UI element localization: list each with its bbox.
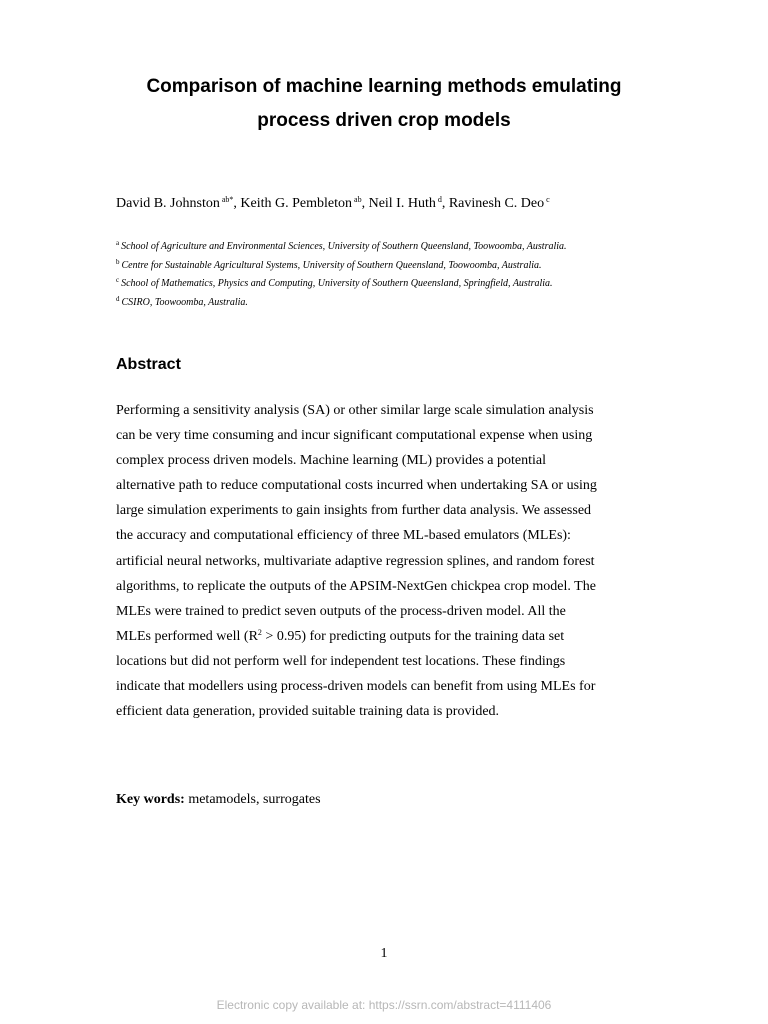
abstract-body — [116, 398, 656, 724]
author-affiliation-mark: d — [435, 195, 442, 204]
affiliation-text: School of Agriculture and Environmental Sciences, University of Southern Queensland, Toowoomba, Australia. — [121, 241, 567, 252]
affiliation — [116, 292, 676, 311]
page-number: 1 — [380, 946, 388, 961]
author-name: Keith G. Pembleton — [240, 196, 353, 211]
paper-title-line-1: Comparison of machine learning methods emulating — [146, 76, 622, 97]
abstract-line: indicate that modellers using process-driven models can benefit from using MLEs for — [116, 679, 596, 695]
affiliation — [116, 273, 676, 292]
author-separator: , — [441, 196, 449, 211]
author-affiliation-mark: ab* — [219, 195, 234, 204]
abstract-line: large simulation experiments to gain insights from further data analysis. We assessed — [116, 503, 592, 519]
abstract-line: the accuracy and computational efficiency of three ML-based emulators (MLEs): — [116, 528, 571, 544]
abstract-line: algorithms, to replicate the outputs of the APSIM-NextGen chickpea crop model. The — [116, 578, 596, 594]
affiliation-text: CSIRO, Toowoomba, Australia. — [121, 296, 248, 308]
abstract-line: artificial neural networks, multivariate adaptive regression splines, and random forest — [116, 553, 595, 569]
author-list — [116, 195, 550, 212]
ssrn-footer: Electronic copy available at: https://ssrn.com/abstract=4111406 — [216, 998, 552, 1012]
affiliation-text: School of Mathematics, Physics and Computing, University of Southern Queensland, Springfield, Australia. — [121, 278, 553, 289]
abstract-line: MLEs performed well $(R^2 > 0.95)$ for predicting outputs for the training data set — [116, 627, 565, 644]
paper-title-line-2: process driven crop models — [257, 110, 511, 131]
affiliation-text: Centre for Sustainable Agricultural Systems, University of Southern Queensland, Toowoomba, Australia. — [121, 259, 542, 271]
affiliation — [116, 255, 676, 274]
abstract-line: Performing a sensitivity analysis (SA) or other similar large scale simulation analysis — [116, 403, 594, 418]
affiliation-mark: a — [116, 239, 120, 247]
author-separator: , — [361, 196, 369, 211]
affiliation-mark: d — [116, 294, 120, 303]
author-affiliation-mark: c — [544, 195, 550, 204]
author-name: Ravinesh C. Deo — [448, 196, 545, 211]
keywords-line — [116, 792, 321, 808]
affiliation — [116, 236, 676, 255]
author-name: David B. Johnston — [116, 196, 220, 211]
affiliation-mark: b — [116, 257, 120, 266]
affiliation-list — [116, 236, 676, 310]
abstract-line: alternative path to reduce computational costs incurred when undertaking SA or using — [116, 478, 597, 494]
author-affiliation-mark: ab — [352, 195, 362, 204]
abstract-heading: Abstract — [116, 356, 181, 373]
affiliation-mark: c — [116, 276, 120, 284]
author-separator: , — [233, 196, 241, 211]
author-name: Neil I. Huth — [368, 196, 436, 211]
abstract-line: MLEs were trained to predict seven outputs of the process-driven model. All the — [116, 603, 566, 619]
abstract-line: complex process driven models. Machine learning (ML) provides a potential — [116, 453, 546, 469]
keywords-label: Key words: — [116, 792, 185, 807]
abstract-line: locations but did not perform well for independent test locations. These findings — [116, 653, 566, 669]
superscript: 2 — [257, 627, 262, 637]
abstract-line: efficient data generation, provided suitable training data is provided. — [116, 704, 500, 720]
keywords-value: metamodels, surrogates — [188, 792, 321, 807]
abstract-line: can be very time consuming and incur significant computational expense when using — [116, 428, 593, 444]
